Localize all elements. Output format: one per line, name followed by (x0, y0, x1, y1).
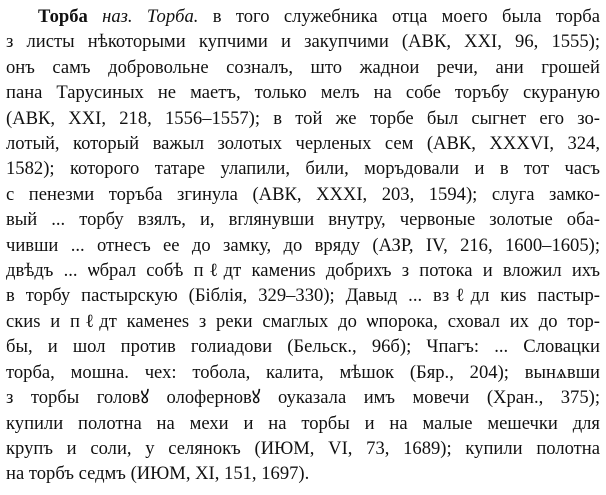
entry-line-17: купили полотна на мехи и на торбы и на малые мешечки для (6, 412, 600, 434)
entry-line-19: на торбъ седмъ (ИЮМ, XI, 151, 1697). (6, 463, 310, 485)
entry-headword: Торба (38, 6, 88, 27)
entry-line-15: торба, мошна. чех: тобола, калита, мѣшок (Бяр., 204); вынѧвши (6, 361, 600, 383)
entry-line-16: з торбы головꙋ олоферновꙋ оуказала имъ мовечи (Хран., 375); (6, 387, 600, 409)
entry-line-9: вый ... торбу взялъ, и, вглянувши внутру, червоные золотые оба- (6, 209, 600, 231)
entry-line-4: пана Тарусиных не маетъ, только мелъ на собе торъбу скураную (6, 82, 600, 104)
entry-line-12: в торбу пастырскую (Біблія, 329–330); Давыд ... взℓдл киѕ пастыр- (6, 285, 600, 307)
entry-line-11: двѣдъ ... ѡбрал собѣ пℓдт камениѕ добрихъ з потока и вложил ихъ (6, 260, 600, 282)
entry-line-13: скиѕ и пℓдт каменеѕ з реки смаглых до ѡпорока, сховал их до тор- (6, 310, 600, 332)
entry-grammar-label: наз. Торба. (102, 6, 199, 27)
entry-line-14: бы, и шол против голиадови (Бельск., 96б); Чпагъ: ... Словацки (6, 336, 600, 358)
entry-text: в того служебника отца моего была торба (198, 6, 600, 27)
dictionary-entry (6, 4, 600, 487)
entry-line-6: лотый, который важыл золотых черленых сем (АВК, XXXVI, 324, (6, 133, 600, 155)
entry-line-3: онъ самъ добровольне созналъ, што жаднои речи, ани грошей (6, 56, 600, 78)
entry-line-10: чивши ... отнесъ ее до замку, до вряду (АЗР, IV, 216, 1600–1605); (6, 234, 600, 256)
entry-line-7: 1582); которого татаре улапили, били, моръдовали и в тот часъ (6, 158, 600, 180)
entry-line-5: (АВК, XXI, 218, 1556–1557); в той же торбе был сыгнет его зо- (6, 107, 600, 129)
entry-line-2: з листы нѣкоторыми купчими и закупчими (АВК, XXI, 96, 1555); (6, 31, 600, 53)
entry-line-8: с пенезми торъба згинула (АВК, XXXI, 203, 1594); слуга замко- (6, 183, 600, 205)
entry-line-1 (6, 4, 600, 29)
entry-line-18: крупъ и соли, у селянокъ (ИЮМ, VI, 73, 1689); купили полотна (6, 437, 600, 459)
